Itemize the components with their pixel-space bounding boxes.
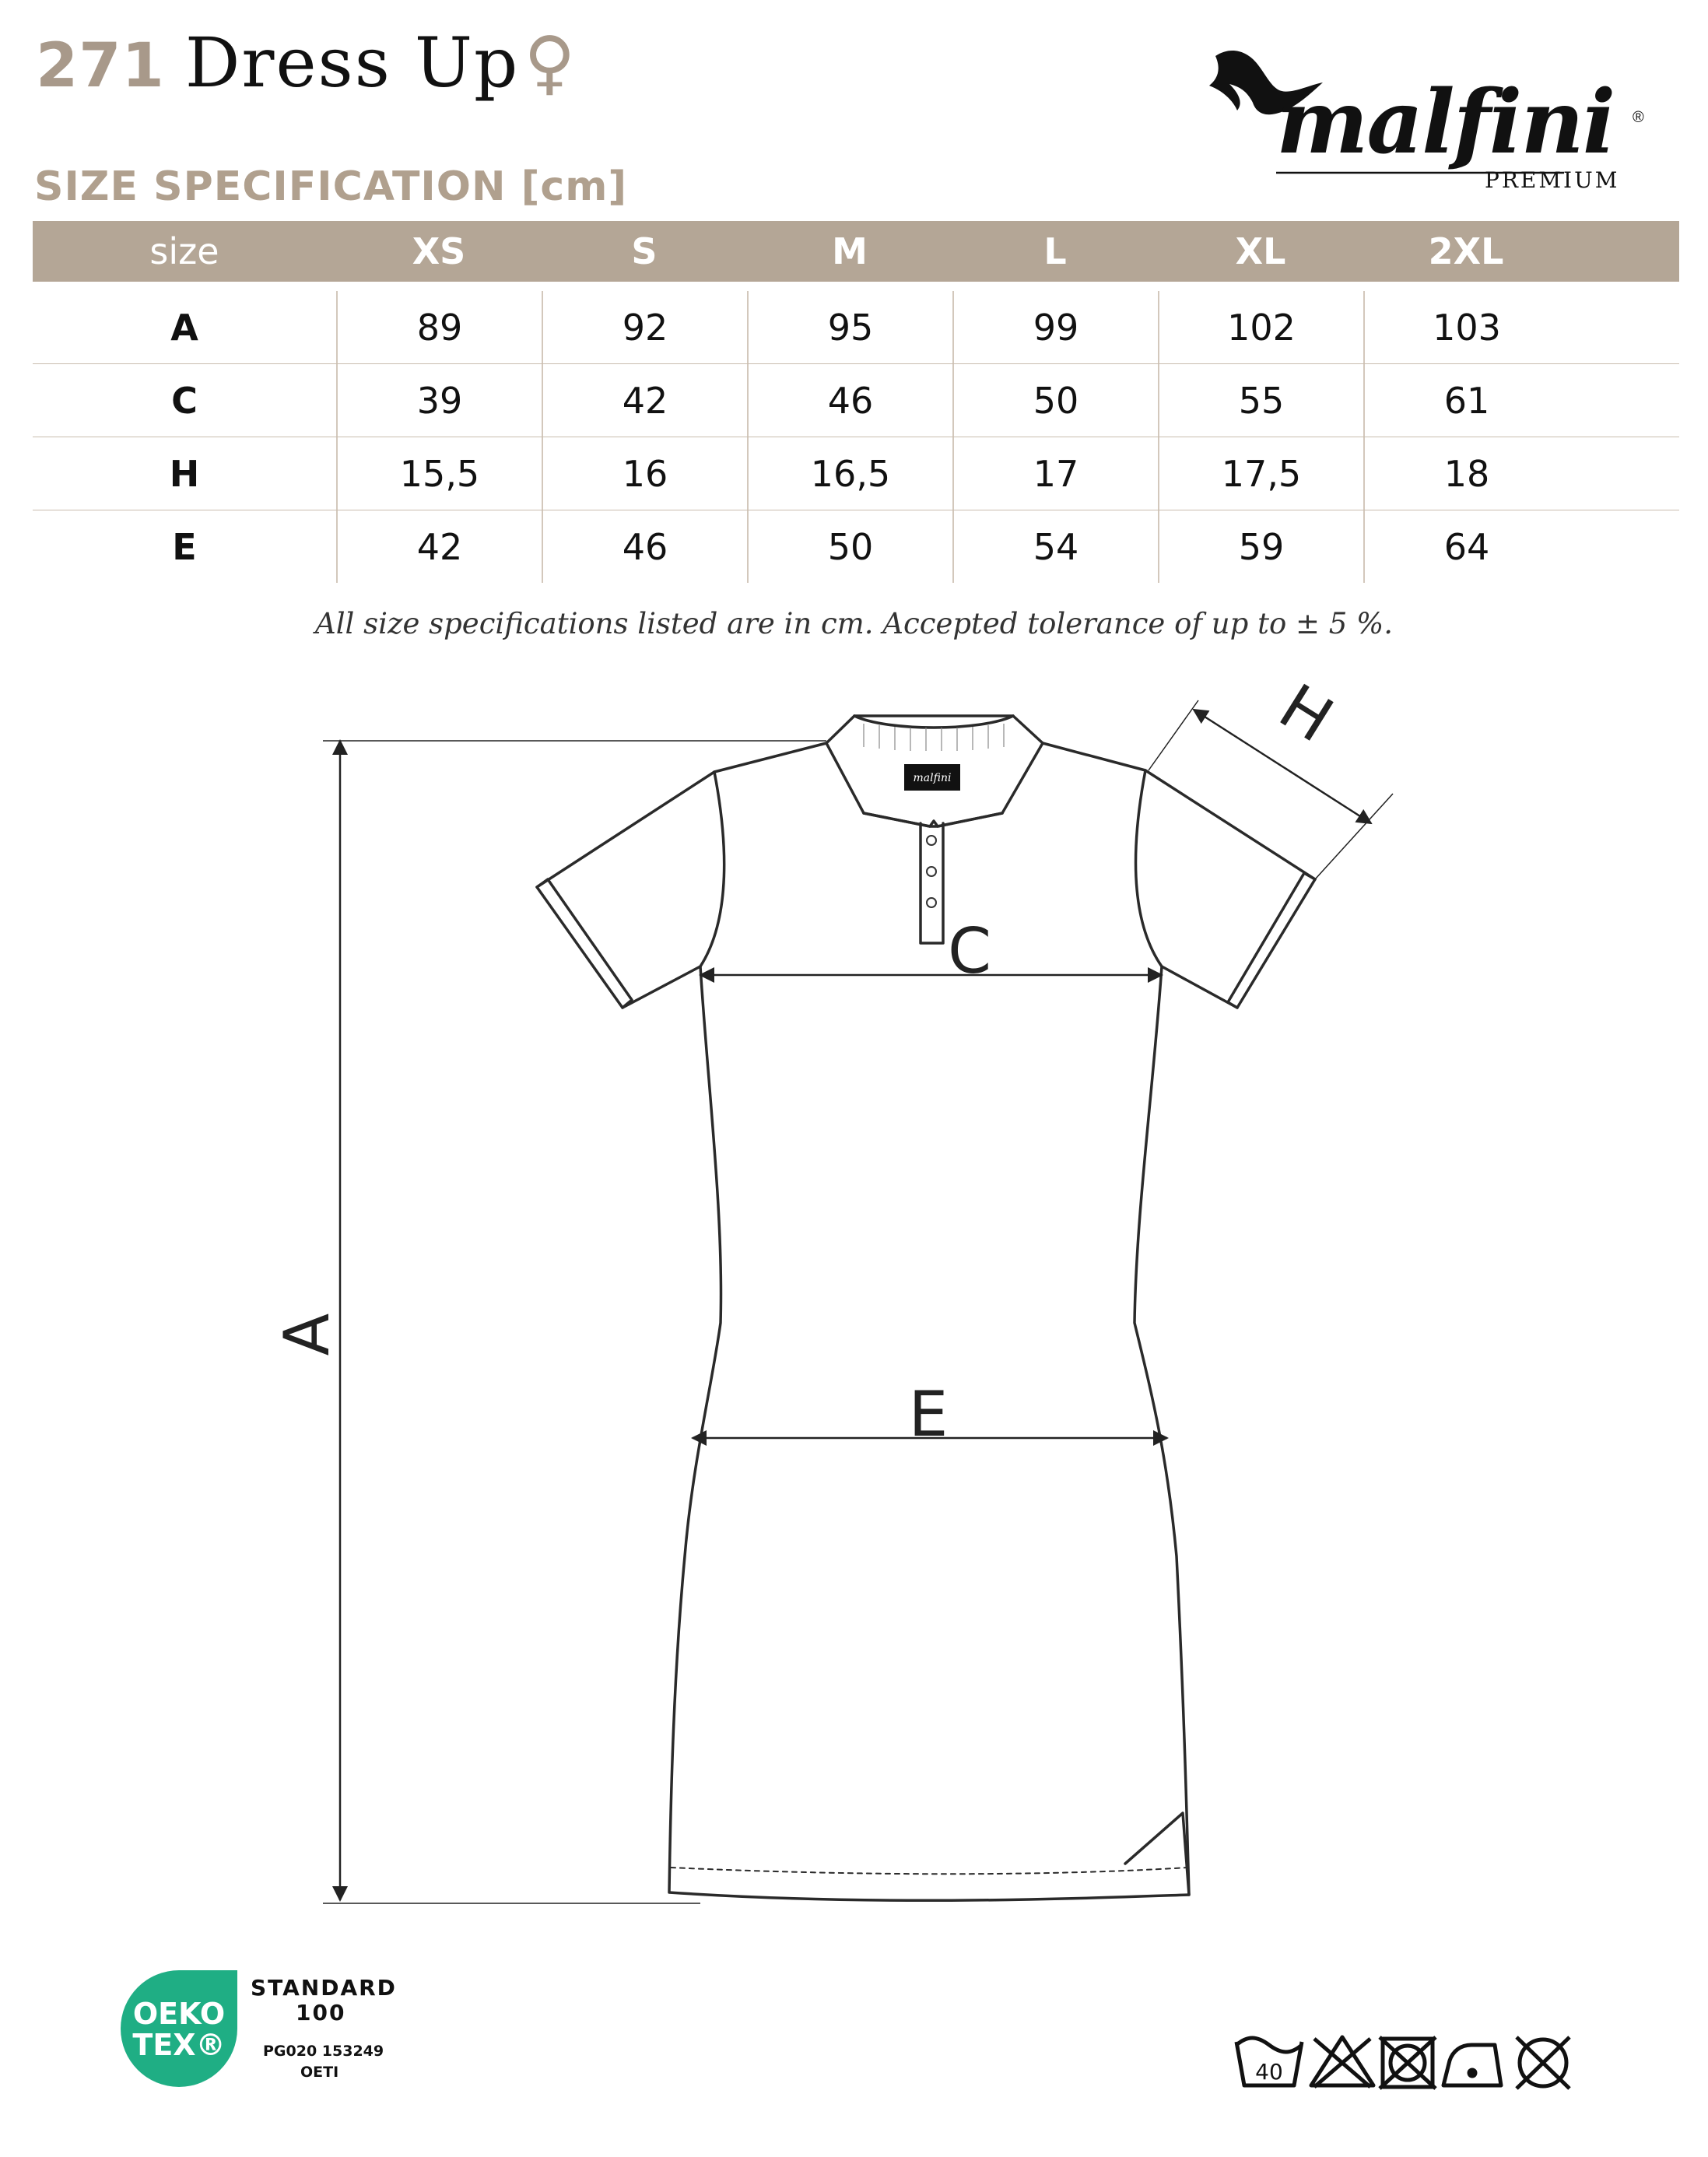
- product-number: 271: [36, 31, 165, 101]
- table-row: [33, 291, 1679, 364]
- table-cell: 103: [1363, 291, 1569, 363]
- table-cell: 16,5: [747, 437, 952, 510]
- size-header-l: L: [1043, 230, 1067, 272]
- no-dry-clean-icon: [1517, 2037, 1569, 2089]
- care-symbols: [1233, 2032, 1591, 2095]
- measure-label: A: [170, 306, 198, 349]
- dimension-label-h: H: [1267, 670, 1345, 757]
- oeko-code: PG020 153249: [263, 2043, 384, 2060]
- wash-temp: 40: [1255, 2059, 1283, 2085]
- table-cell: 46: [542, 510, 747, 583]
- button-icon: [927, 867, 936, 876]
- dress-outline: [537, 743, 1315, 1900]
- wash-40-icon: [1236, 2038, 1302, 2085]
- table-cell: 50: [952, 364, 1158, 437]
- size-header-s: S: [631, 230, 658, 272]
- table-cell: 59: [1158, 510, 1363, 583]
- table-cell: 64: [1363, 510, 1569, 583]
- table-cell: 99: [952, 291, 1158, 363]
- table-cell: 42: [542, 364, 747, 437]
- table-cell: 46: [747, 364, 952, 437]
- table-cell: 39: [336, 364, 542, 437]
- dimension-label-a: A: [271, 1313, 343, 1356]
- oeko-tex-logo: [121, 1998, 237, 2061]
- section-title: SIZE SPECIFICATION [cm]: [34, 163, 628, 210]
- female-icon: ♀: [524, 22, 576, 103]
- table-cell: 92: [542, 291, 747, 363]
- size-header-m: M: [832, 230, 868, 272]
- oeko-standard: STANDARD: [251, 1975, 397, 2001]
- size-table-header: [33, 221, 1679, 282]
- collar-label-text: malfini: [913, 772, 952, 784]
- table-cell: 42: [336, 510, 542, 583]
- table-cell: 61: [1363, 364, 1569, 437]
- table-row: [33, 437, 1679, 510]
- size-corner-label: size: [149, 230, 219, 272]
- oeko-standard-number: 100: [296, 2000, 346, 2025]
- registered-mark: ®: [1633, 109, 1644, 126]
- size-header-2xl: 2XL: [1428, 230, 1504, 272]
- iron-low-icon: [1443, 2045, 1501, 2085]
- table-cell: 17: [952, 437, 1158, 510]
- table-cell: 89: [336, 291, 542, 363]
- table-cell: 16: [542, 437, 747, 510]
- measure-label: E: [172, 525, 197, 568]
- oeko-line2: TEX®: [132, 2028, 226, 2062]
- dimension-label-e: E: [908, 1378, 949, 1450]
- no-bleach-icon: [1311, 2037, 1373, 2087]
- dress-diagram: [0, 669, 1708, 1930]
- size-table: [33, 221, 1679, 583]
- brand-wordmark: malfini: [1276, 72, 1615, 174]
- measure-label: H: [169, 452, 200, 495]
- brand-tier: PREMIUM: [1485, 167, 1620, 193]
- table-cell: 95: [747, 291, 952, 363]
- size-header-xl: XL: [1235, 230, 1286, 272]
- oeko-line1: OEKO: [132, 1997, 226, 2031]
- table-cell: 17,5: [1158, 437, 1363, 510]
- button-icon: [927, 898, 936, 907]
- table-cell: 55: [1158, 364, 1363, 437]
- measure-label: C: [171, 379, 198, 422]
- table-cell: 50: [747, 510, 952, 583]
- table-cell: 102: [1158, 291, 1363, 363]
- size-header-xs: XS: [412, 230, 466, 272]
- table-row: [33, 510, 1679, 583]
- table-cell: 15,5: [336, 437, 542, 510]
- dimension-label-c: C: [948, 915, 991, 987]
- page-title: [36, 22, 575, 115]
- oeko-institute: OETI: [300, 2064, 339, 2081]
- tolerance-note: All size specifications listed are in cm. Accepted tolerance of up to ± 5 %.: [315, 607, 1393, 640]
- button-icon: [927, 836, 936, 845]
- no-tumble-dry-icon: [1380, 2037, 1436, 2089]
- table-cell: 18: [1363, 437, 1569, 510]
- product-name: Dress Up: [184, 23, 520, 103]
- table-row: [33, 364, 1679, 437]
- table-cell: 54: [952, 510, 1158, 583]
